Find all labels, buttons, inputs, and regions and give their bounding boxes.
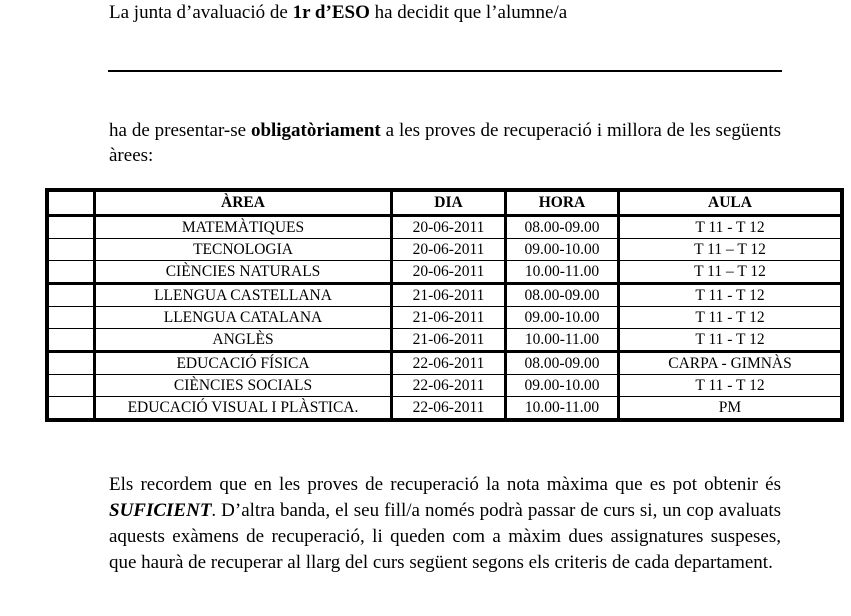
cell-area: LLENGUA CATALANA <box>95 307 392 329</box>
notice-grade: SUFICIENT <box>109 500 212 521</box>
cell-area: CIÈNCIES NATURALS <box>95 261 392 284</box>
cell-hora: 10.00-11.00 <box>506 261 619 284</box>
row-check-cell <box>49 216 95 239</box>
cell-area: TECNOLOGIA <box>95 239 392 261</box>
intro-level: 1r d’ESO <box>292 2 370 23</box>
row-check-cell <box>49 284 95 307</box>
cell-aula: T 11 – T 12 <box>619 239 841 261</box>
cell-dia: 21-06-2011 <box>392 284 506 307</box>
header-area: ÀREA <box>95 192 392 216</box>
row-check-cell <box>49 239 95 261</box>
instruction-suffix: a les proves de recuperació i millora de les següents àrees: <box>109 120 781 166</box>
cell-dia: 21-06-2011 <box>392 329 506 352</box>
header-hora: HORA <box>506 192 619 216</box>
instruction-prefix: ha de presentar-se <box>109 120 251 141</box>
cell-aula: T 11 - T 12 <box>619 375 841 397</box>
row-check-cell <box>49 307 95 329</box>
cell-dia: 21-06-2011 <box>392 307 506 329</box>
notice-prefix: Els recordem que en les proves de recuperació la nota màxima que es pot obtenir és <box>109 474 781 495</box>
cell-hora: 10.00-11.00 <box>506 397 619 419</box>
cell-hora: 09.00-10.00 <box>506 375 619 397</box>
cell-hora: 09.00-10.00 <box>506 239 619 261</box>
table-row <box>49 307 841 329</box>
cell-aula: T 11 – T 12 <box>619 261 841 284</box>
cell-dia: 20-06-2011 <box>392 216 506 239</box>
table-row <box>49 375 841 397</box>
row-check-cell <box>49 329 95 352</box>
cell-dia: 22-06-2011 <box>392 397 506 419</box>
row-check-cell <box>49 261 95 284</box>
header-check <box>49 192 95 216</box>
table-row <box>49 397 841 419</box>
cell-hora: 09.00-10.00 <box>506 307 619 329</box>
instruction-emphasis: obligatòriament <box>250 120 381 141</box>
cell-dia: 20-06-2011 <box>392 239 506 261</box>
cell-dia: 22-06-2011 <box>392 375 506 397</box>
cell-aula: T 11 - T 12 <box>619 307 841 329</box>
table-row <box>49 352 841 375</box>
table-row <box>49 239 841 261</box>
notice-suffix: . D’altra banda, el seu fill/a només podrà passar de curs si, un cop avaluats aquests exàmens de recuperació, li queden com a màxim dues assignatures suspeses, que haurà de recuperar al llarg del curs següent segons els criteris de cada departament. <box>109 500 781 573</box>
row-check-cell <box>49 352 95 375</box>
cell-aula: PM <box>619 397 841 419</box>
cell-hora: 08.00-09.00 <box>506 284 619 307</box>
cell-hora: 10.00-11.00 <box>506 329 619 352</box>
cell-area: ANGLÈS <box>95 329 392 352</box>
notice-paragraph <box>109 472 781 576</box>
table-body <box>49 216 841 419</box>
cell-dia: 22-06-2011 <box>392 352 506 375</box>
student-name-line <box>108 70 782 72</box>
cell-hora: 08.00-09.00 <box>506 352 619 375</box>
cell-area: EDUCACIÓ FÍSICA <box>95 352 392 375</box>
row-check-cell <box>49 397 95 419</box>
instruction-paragraph <box>109 118 781 168</box>
intro-line <box>109 2 567 24</box>
cell-aula: T 11 - T 12 <box>619 216 841 239</box>
cell-area: EDUCACIÓ VISUAL I PLÀSTICA. <box>95 397 392 419</box>
table-row <box>49 329 841 352</box>
row-check-cell <box>49 375 95 397</box>
cell-aula: T 11 - T 12 <box>619 329 841 352</box>
cell-hora: 08.00-09.00 <box>506 216 619 239</box>
exam-schedule-table <box>45 188 844 422</box>
cell-aula: T 11 - T 12 <box>619 284 841 307</box>
table-row <box>49 261 841 284</box>
table-header-row <box>49 192 841 216</box>
table-row <box>49 284 841 307</box>
table-row <box>49 216 841 239</box>
cell-dia: 20-06-2011 <box>392 261 506 284</box>
cell-aula: CARPA - GIMNÀS <box>619 352 841 375</box>
intro-prefix: La junta d’avaluació de <box>109 2 293 23</box>
intro-suffix: ha decidit que l’alumne/a <box>369 2 568 23</box>
header-dia: DIA <box>392 192 506 216</box>
cell-area: LLENGUA CASTELLANA <box>95 284 392 307</box>
cell-area: CIÈNCIES SOCIALS <box>95 375 392 397</box>
header-aula: AULA <box>619 192 841 216</box>
cell-area: MATEMÀTIQUES <box>95 216 392 239</box>
